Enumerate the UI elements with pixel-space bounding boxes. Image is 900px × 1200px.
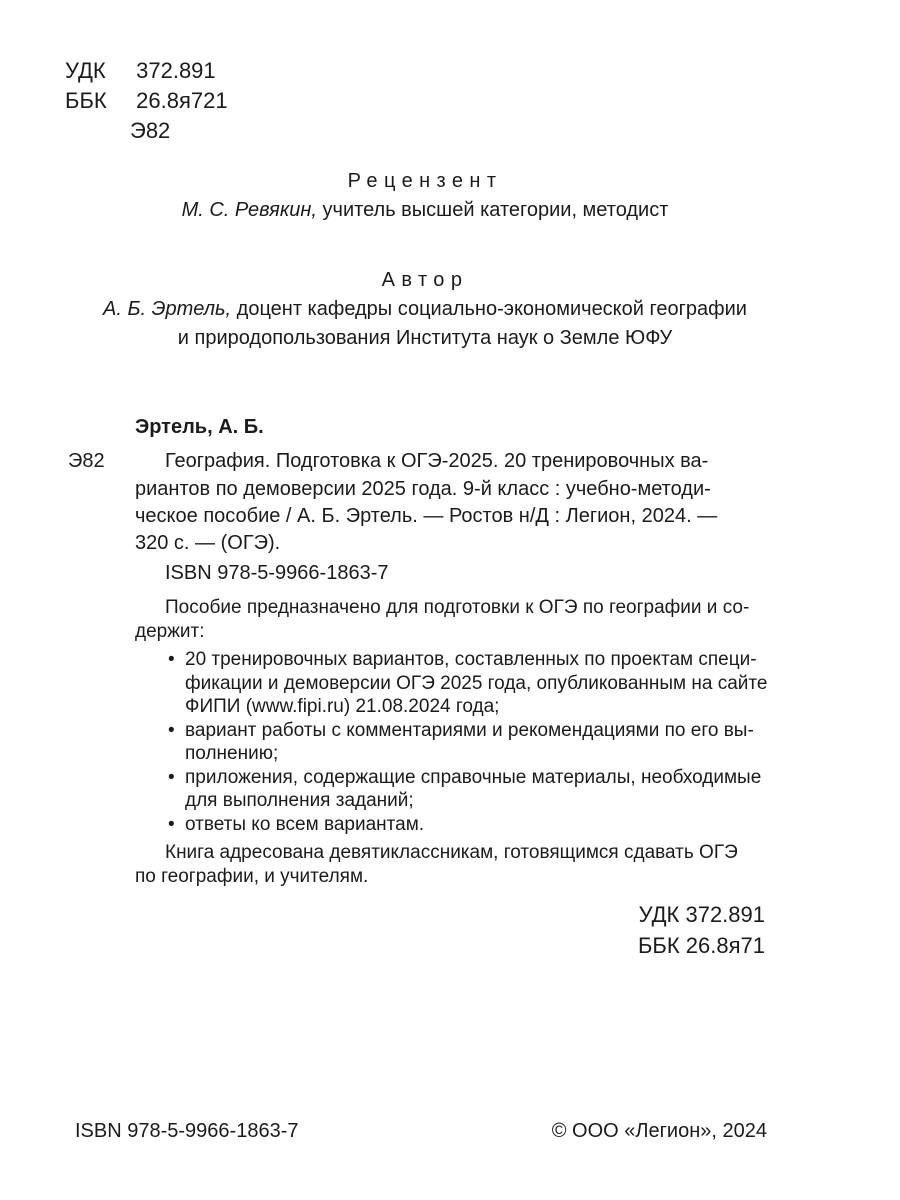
reviewer-line bbox=[85, 199, 765, 222]
annotation-intro-2: держит: bbox=[135, 621, 205, 642]
footer-isbn: ISBN 978-5-9966-1863-7 bbox=[75, 1120, 299, 1142]
bullet-marker: • bbox=[168, 767, 175, 788]
bullet-item-1-line-3: ФИПИ (www.fipi.ru) 21.08.2024 года; bbox=[185, 696, 500, 717]
record-line-2: риантов по демоверсии 2025 года. 9-й класс : учебно-методи- bbox=[135, 478, 711, 500]
bottom-udk: УДК 372.891 bbox=[638, 902, 765, 927]
bullet-item-2-line-2: полнению; bbox=[185, 743, 279, 764]
bullet-marker: • bbox=[168, 720, 175, 741]
bullet-text: приложения, содержащие справочные материалы, необходимые bbox=[185, 767, 762, 788]
isbn-line: ISBN 978-5-9966-1863-7 bbox=[165, 562, 389, 584]
record-margin-code: Э82 bbox=[68, 450, 105, 472]
bullet-item-1-line-2: фикации и демоверсии ОГЭ 2025 года, опубликованным на сайте bbox=[185, 673, 768, 694]
bullet-marker: • bbox=[168, 814, 175, 835]
bullet-marker: • bbox=[168, 649, 175, 670]
author-line-1 bbox=[85, 298, 765, 321]
bullet-item-2-line-1 bbox=[168, 720, 754, 742]
bullet-item-4-line-1 bbox=[168, 814, 424, 836]
bbk-code-row bbox=[65, 88, 228, 114]
author-description-1: доцент кафедры социально-экономической географии bbox=[231, 298, 747, 320]
author-line-2: и природопользования Института наук о Земле ЮФУ bbox=[177, 327, 673, 349]
bullet-text: ответы ко всем вариантам. bbox=[185, 814, 425, 835]
bbk-label: ББК bbox=[65, 88, 107, 113]
reviewer-name: М. С. Ревякин, bbox=[181, 199, 317, 221]
bullet-item-3-line-2: для выполнения заданий; bbox=[185, 790, 414, 811]
udk-label: УДК bbox=[65, 58, 106, 83]
bullet-item-3-line-1 bbox=[168, 767, 761, 789]
footer-copyright: © ООО «Легион», 2024 bbox=[551, 1120, 767, 1142]
udk-code-row bbox=[65, 58, 216, 84]
bbk-value: 26.8я721 bbox=[136, 88, 228, 113]
annotation-intro-1: Пособие предназначено для подготовки к ОГЭ по географии и со- bbox=[165, 597, 750, 618]
bullet-text: вариант работы с комментариями и рекомендациями по его вы- bbox=[185, 720, 754, 741]
record-author-heading: Эртель, А. Б. bbox=[135, 416, 264, 438]
bullet-item-1-line-1 bbox=[168, 649, 757, 671]
bottom-bbk: ББК 26.8я71 bbox=[637, 933, 765, 958]
udk-value: 372.891 bbox=[136, 58, 216, 83]
closing-line-1: Книга адресована девятиклассникам, готовящимся сдавать ОГЭ bbox=[165, 842, 738, 863]
reviewer-heading: Рецензент bbox=[347, 170, 503, 192]
author-code: Э82 bbox=[130, 118, 171, 143]
record-line-4: 320 с. — (ОГЭ). bbox=[135, 532, 281, 554]
bullet-text: 20 тренировочных вариантов, составленных по проектам специ- bbox=[185, 649, 757, 670]
record-line-3: ческое пособие / А. Б. Эртель. — Ростов н/Д : Легион, 2024. — bbox=[135, 505, 718, 527]
closing-line-2: по географии, и учителям. bbox=[135, 866, 369, 887]
author-heading: Автор bbox=[381, 269, 469, 291]
author-name: А. Б. Эртель, bbox=[103, 298, 232, 320]
reviewer-description: учитель высшей категории, методист bbox=[316, 199, 669, 221]
record-line-1: География. Подготовка к ОГЭ-2025. 20 тренировочных ва- bbox=[165, 450, 709, 472]
